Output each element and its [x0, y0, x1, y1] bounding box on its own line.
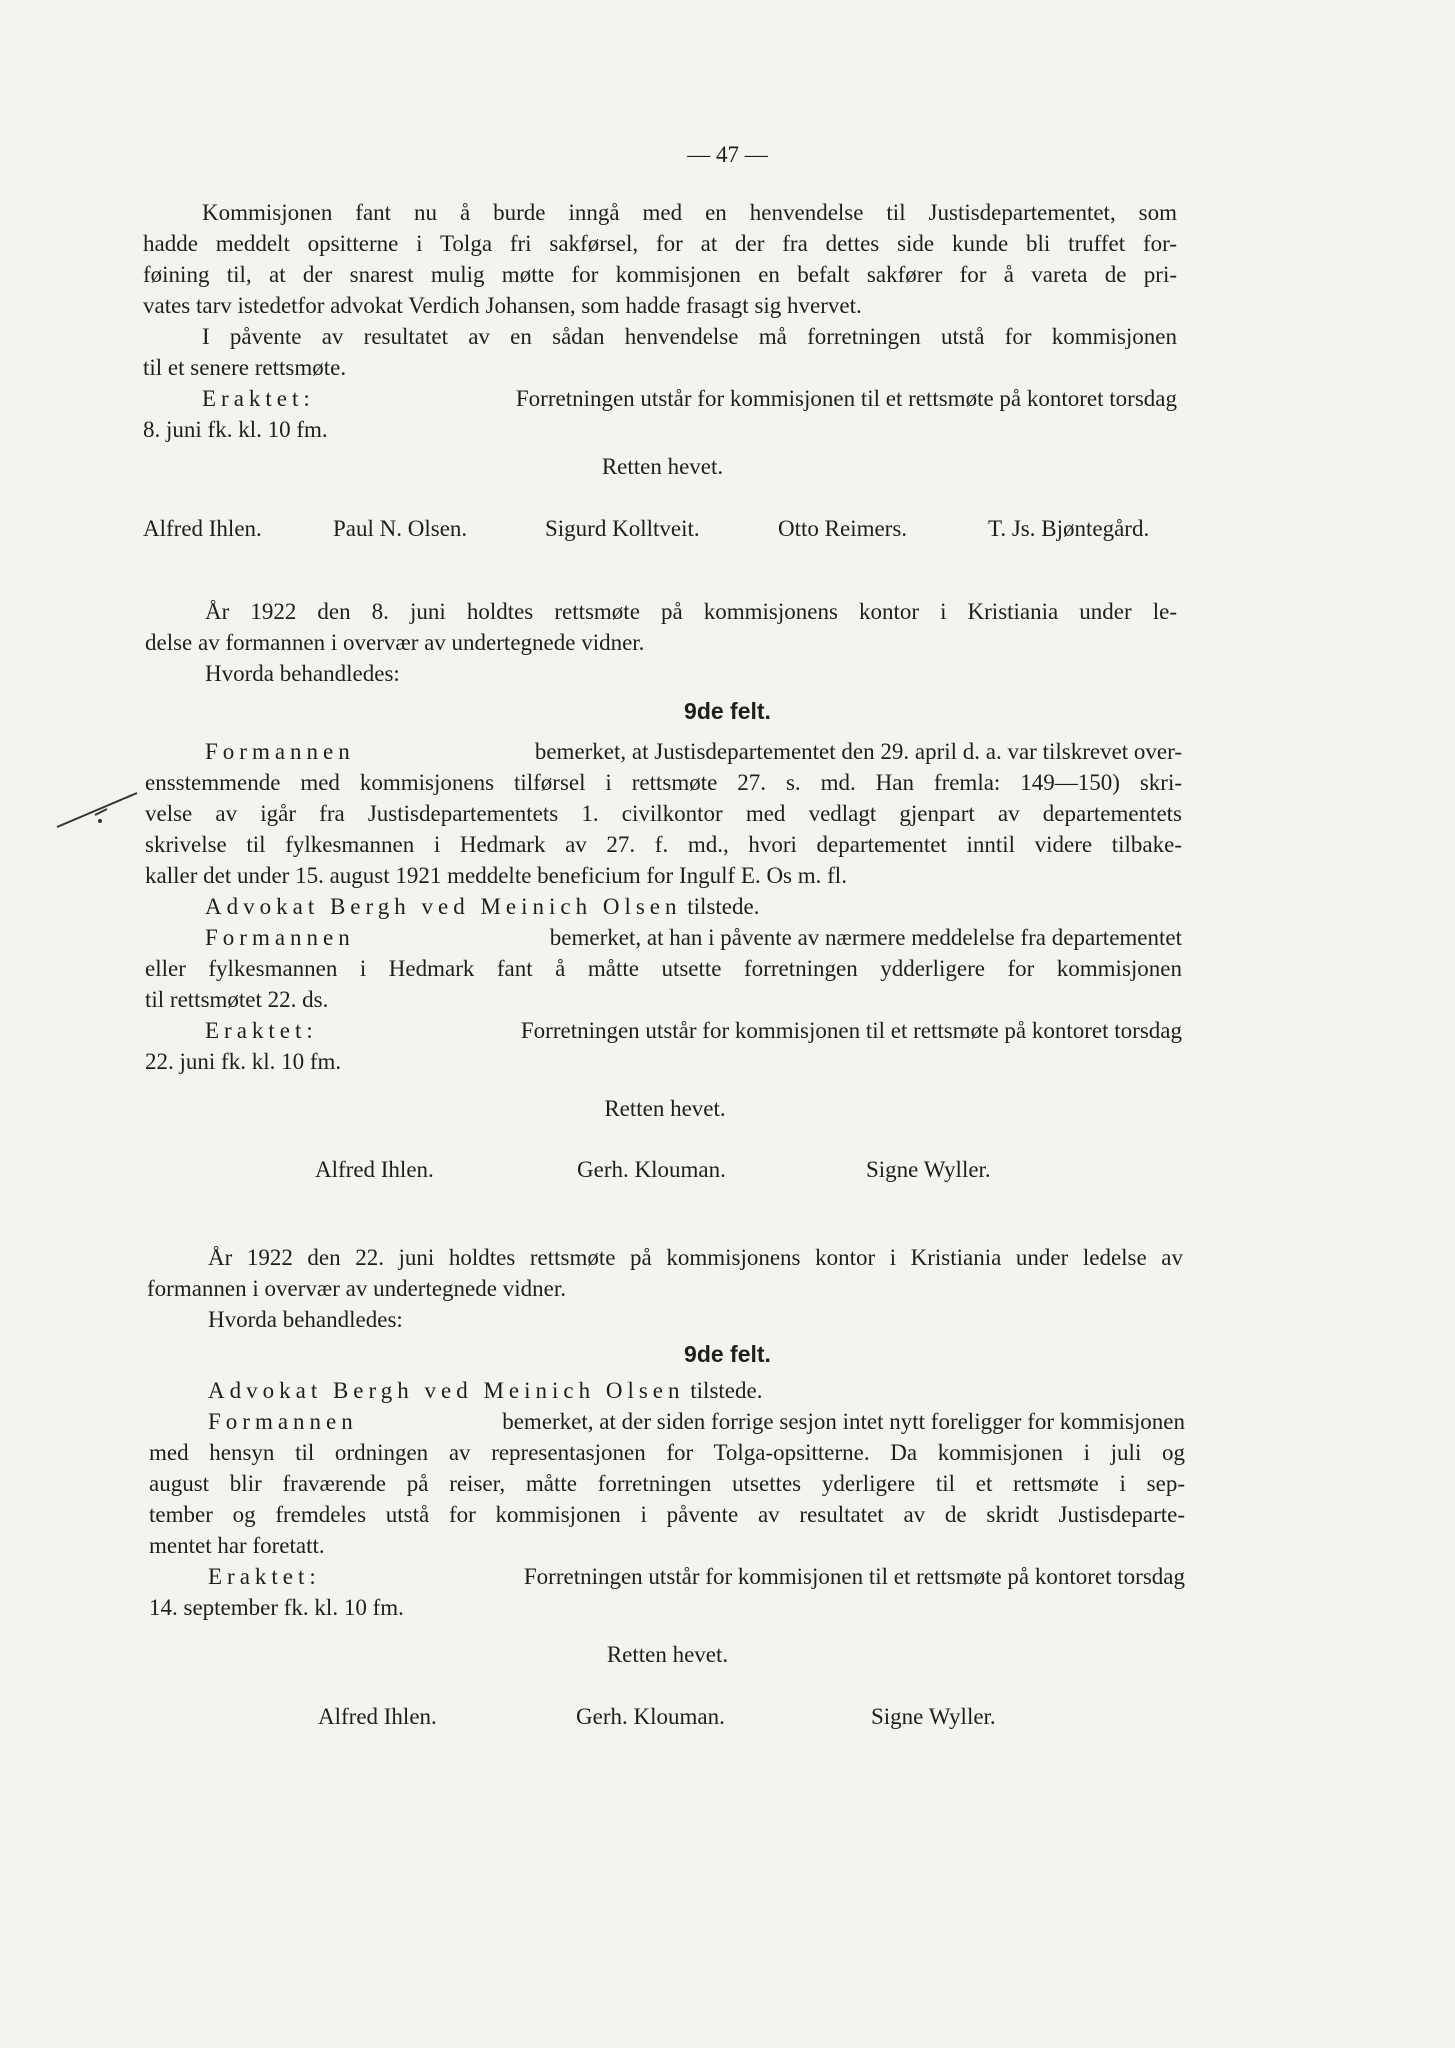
formannen-text: bemerket, at Justisdepartementet den 29. april d. a. var tilskrevet over- [534, 739, 1182, 764]
paragraph-line: Kommisjonen fant nu å burde inngå med en henvendelse til Justisdepartementet, som [202, 200, 1177, 225]
eraktet-text: Forretningen utstår for kommisjonen til et rettsmøte på kontoret torsdag [515, 386, 1177, 411]
eraktet-label: Eraktet: [202, 386, 315, 411]
paragraph-line: vates tarv istedetfor advokat Verdich Johansen, som hadde frasagt sig hvervet. [143, 293, 862, 318]
section-heading: 9de felt. [684, 1341, 771, 1367]
signature: Gerh. Klouman. [577, 1157, 726, 1182]
signature: Signe Wyller. [871, 1704, 996, 1729]
formannen-text: bemerket, at han i påvente av nærmere meddelelse fra departementet [549, 925, 1182, 950]
paragraph-line: eller fylkesmannen i Hedmark fant å måtte utsette forretningen ydderligere for kommisjonen [145, 956, 1182, 981]
advokat-text: tilstede. [690, 1378, 763, 1403]
section-heading: 9de felt. [684, 698, 771, 724]
paragraph-line: År 1922 den 22. juni holdtes rettsmøte på kommisjonens kontor i Kristiania under ledelse av [208, 1245, 1183, 1270]
eraktet-line-2: 14. september fk. kl. 10 fm. [149, 1595, 404, 1620]
paragraph-line: mentet har foretatt. [149, 1533, 325, 1558]
paragraph-line: kaller det under 15. august 1921 meddelte beneficium for Ingulf E. Os m. fl. [145, 863, 847, 888]
eraktet-label: Eraktet: [208, 1564, 321, 1589]
paragraph-line: formannen i overvær av undertegnede vidner. [147, 1276, 566, 1301]
eraktet-text: Forretningen utstår for kommisjonen til et rettsmøte på kontoret torsdag [523, 1564, 1185, 1589]
closing-line: Retten hevet. [604, 1096, 726, 1121]
formannen-label: Formannen [208, 1409, 358, 1434]
closing-line: Retten hevet. [606, 1642, 729, 1667]
paragraph-line: velse av igår fra Justisdepartementets 1. civilkontor med vedlagt gjenpart av departementets [145, 801, 1182, 826]
advokat-label: Advokat Bergh ved Meinich Olsen [208, 1378, 685, 1403]
eraktet-text: Forretningen utstår for kommisjonen til et rettsmøte på kontoret torsdag [520, 1018, 1182, 1043]
margin-pencil-mark [55, 785, 155, 845]
eraktet-line-2: 22. juni fk. kl. 10 fm. [145, 1049, 342, 1074]
formannen-line [205, 923, 1182, 953]
paragraph-line: til rettsmøtet 22. ds. [145, 987, 329, 1012]
signature: Gerh. Klouman. [576, 1704, 725, 1729]
signature: T. Js. Bjøntegård. [988, 516, 1150, 541]
advokat-label: Advokat Bergh ved Meinich Olsen [205, 894, 682, 919]
paragraph-line: skrivelse til fylkesmannen i Hedmark av 27. f. md., hvori departementet inntil videre tilbake- [145, 832, 1182, 857]
eraktet-label: Eraktet: [205, 1018, 318, 1043]
signature: Otto Reimers. [778, 516, 908, 541]
signature: Alfred Ihlen. [143, 516, 262, 541]
eraktet-line [205, 1016, 1182, 1046]
signature: Signe Wyller. [866, 1157, 991, 1182]
paragraph-line: ensstemmende med kommisjonens tilførsel i rettsmøte 27. s. md. Han fremla: 149—150) skri- [145, 770, 1182, 795]
hvorda-line: Hvorda behandledes: [205, 661, 400, 686]
formannen-line [208, 1407, 1185, 1437]
formannen-label: Formannen [205, 739, 355, 764]
paragraph-line: hadde meddelt opsitterne i Tolga fri sakførsel, for at der fra dettes side kunde bli truffet for- [143, 231, 1177, 256]
formannen-text: bemerket, at der siden forrige sesjon intet nytt foreligger for kommisjonen [502, 1409, 1185, 1434]
signature: Alfred Ihlen. [318, 1704, 437, 1729]
eraktet-line [208, 1562, 1185, 1592]
formannen-line [205, 737, 1182, 767]
paragraph-line: År 1922 den 8. juni holdtes rettsmøte på kommisjonens kontor i Kristiania under le- [205, 599, 1177, 624]
signature: Alfred Ihlen. [315, 1157, 434, 1182]
paragraph-line: tember og fremdeles utstå for kommisjonen i påvente av resultatet av de skridt Justisdeparte- [149, 1502, 1185, 1527]
paragraph-line: delse av formannen i overvær av undertegnede vidner. [145, 630, 645, 655]
page-number: — 47 — [687, 142, 768, 167]
signature: Sigurd Kolltveit. [545, 516, 700, 541]
formannen-label: Formannen [205, 925, 355, 950]
advokat-line [205, 892, 759, 922]
paragraph-line: med hensyn til ordningen av representasjonen for Tolga-opsitterne. Da kommisjonen i juli og [149, 1440, 1185, 1465]
paragraph-line: I påvente av resultatet av en sådan henvendelse må forretningen utstå for kommisjonen [202, 324, 1177, 349]
hvorda-line: Hvorda behandledes: [208, 1307, 403, 1332]
eraktet-line [202, 384, 1177, 414]
closing-line: Retten hevet. [601, 454, 724, 479]
paragraph-line: føining til, at der snarest mulig møtte for kommisjonen en befalt sakfører for å vareta de pri- [143, 262, 1177, 287]
eraktet-line-2: 8. juni fk. kl. 10 fm. [143, 417, 328, 442]
signature: Paul N. Olsen. [333, 516, 468, 541]
advokat-text: tilstede. [687, 894, 760, 919]
paragraph-line: til et senere rettsmøte. [143, 355, 347, 380]
advokat-line [208, 1376, 762, 1406]
paragraph-line: august blir fraværende på reiser, måtte forretningen utsettes yderligere til et rettsmøte i sep- [149, 1471, 1185, 1496]
